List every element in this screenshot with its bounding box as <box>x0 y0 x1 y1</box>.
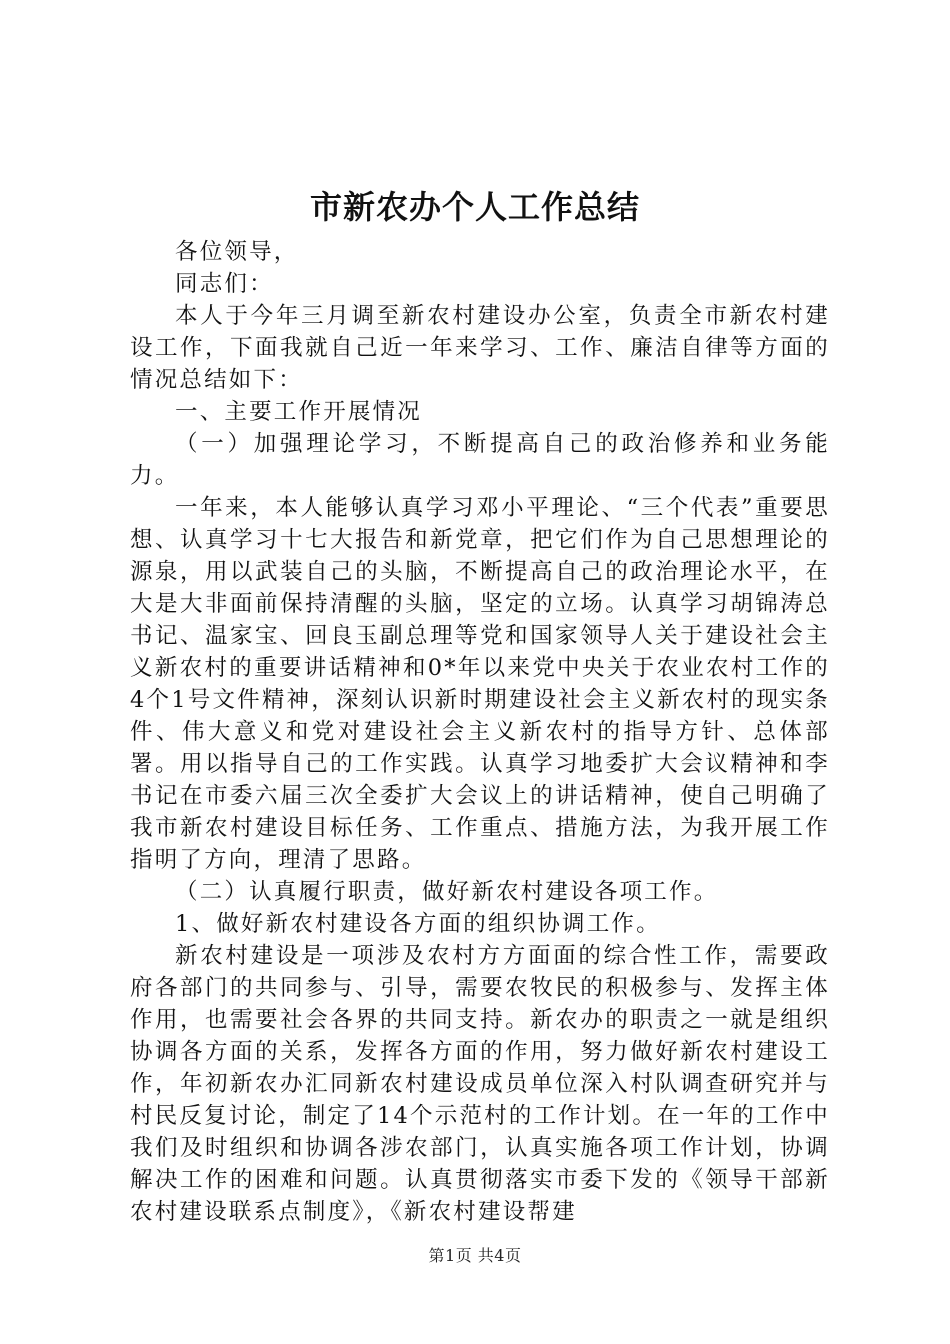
body-paragraph-study: 一年来，本人能够认真学习邓小平理论、“三个代表”重要思想、认真学习十七大报告和新党章，把它们作为自己思想理论的源泉，用以武装自己的头脑，不断提高自己的政治理论水平，在大是大非面前保持清醒的头脑，坚定的立场。认真学习胡锦涛总书记、温家宝、回良玉副总理等党和国家领导人关于建设社会主义新农村的重要讲话精神和0*年以来党中央关于农业农村工作的4个1号文件精神，深刻认识新时期建设社会主义新农村的现实条件、伟大意义和党对建设社会主义新农村的指导方针、总体部署。用以指导自己的工作实践。认真学习地委扩大会议精神和李书记在市委六届三次全委扩大会议上的讲话精神，使自己明确了我市新农村建设目标任务、工作重点、措施方法，为我开展工作指明了方向，理清了思路。 <box>130 495 830 873</box>
salutation-leaders: 各位领导， <box>175 239 299 265</box>
item-heading-1: 1、做好新农村建设各方面的组织协调工作。 <box>175 911 661 937</box>
salutation-comrades: 同志们： <box>175 271 274 297</box>
intro-paragraph: 本人于今年三月调至新农村建设办公室，负责全市新农村建设工作，下面我就自己近一年来学习、工作、廉洁自律等方面的情况总结如下： <box>130 303 830 393</box>
page-number-footer: 第1页 共4页 <box>428 1246 522 1265</box>
subsection-heading-1: （一）加强理论学习，不断提高自己的政治修养和业务能力。 <box>130 431 830 489</box>
body-paragraph-coordination: 新农村建设是一项涉及农村方方面面的综合性工作，需要政府各部门的共同参与、引导，需要农牧民的积极参与、发挥主体作用，也需要社会各界的共同支持。新农办的职责之一就是组织协调各方面的关系，发挥各方面的作用，努力做好新农村建设工作，年初新农办汇同新农村建设成员单位深入村队调查研究并与村民反复讨论，制定了14个示范村的工作计划。在一年的工作中我们及时组织和协调各涉农部门，认真实施各项工作计划，协调解决工作的困难和问题。认真贯彻落实市委下发的《领导干部新农村建设联系点制度》，《新农村建设帮建 <box>130 943 830 1225</box>
section-heading-1: 一、主要工作开展情况 <box>175 399 423 425</box>
document-body <box>130 236 830 1228</box>
document-title: 市新农办个人工作总结 <box>309 188 640 226</box>
subsection-heading-2: （二）认真履行职责，做好新农村建设各项工作。 <box>175 879 719 905</box>
